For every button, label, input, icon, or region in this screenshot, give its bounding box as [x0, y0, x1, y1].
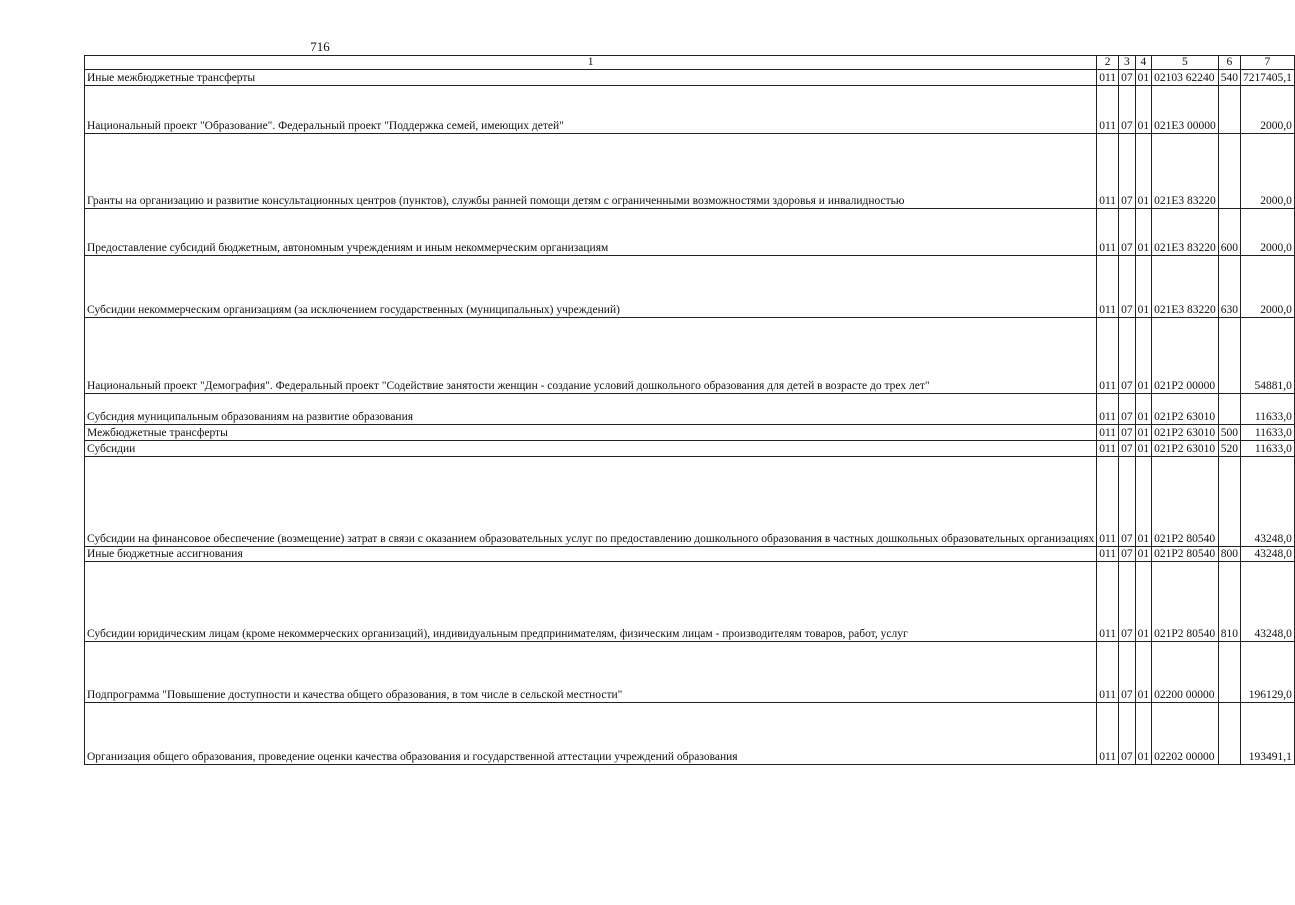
row-ved-code: 011: [1097, 425, 1119, 441]
row-subsection-code: 01: [1135, 318, 1152, 394]
row-name: Межбюджетные трансферты: [85, 425, 1097, 441]
table-row: [85, 703, 1295, 765]
row-subsection-code: 01: [1135, 441, 1152, 457]
row-name: Организация общего образования, проведение оценки качества образования и государственной аттестации учреждений образования: [85, 703, 1097, 765]
row-ved-code: 011: [1097, 547, 1119, 562]
row-subsection-code: 01: [1135, 425, 1152, 441]
row-name: Субсидии некоммерческим организациям (за исключением государственных (муниципальных) учреждений): [85, 256, 1097, 318]
table-row: [85, 642, 1295, 703]
row-expense-type: 800: [1218, 547, 1240, 562]
row-expense-type: 540: [1218, 70, 1240, 86]
row-target-article: 02202 00000: [1152, 703, 1219, 765]
row-expense-type: [1218, 86, 1240, 134]
row-ved-code: 011: [1097, 70, 1119, 86]
row-amount: 43248,0: [1240, 547, 1294, 562]
row-section-code: 07: [1119, 425, 1136, 441]
row-amount: 2000,0: [1240, 209, 1294, 256]
row-expense-type: 500: [1218, 425, 1240, 441]
row-expense-type: [1218, 642, 1240, 703]
row-name: Субсидия муниципальным образованиям на развитие образования: [85, 394, 1097, 425]
row-section-code: 07: [1119, 256, 1136, 318]
header-col-6: 6: [1218, 56, 1240, 70]
row-section-code: 07: [1119, 394, 1136, 425]
row-section-code: 07: [1119, 547, 1136, 562]
row-expense-type: 810: [1218, 562, 1240, 642]
row-amount: 2000,0: [1240, 86, 1294, 134]
row-section-code: 07: [1119, 457, 1136, 547]
row-subsection-code: 01: [1135, 562, 1152, 642]
row-ved-code: 011: [1097, 209, 1119, 256]
row-expense-type: 600: [1218, 209, 1240, 256]
row-target-article: 021P2 63010: [1152, 441, 1219, 457]
page-number: 716: [310, 39, 330, 54]
row-expense-type: [1218, 457, 1240, 547]
row-expense-type: 630: [1218, 256, 1240, 318]
row-name: Подпрограмма "Повышение доступности и качества общего образования, в том числе в сельской местности": [85, 642, 1097, 703]
row-amount: 54881,0: [1240, 318, 1294, 394]
row-section-code: 07: [1119, 642, 1136, 703]
row-ved-code: 011: [1097, 642, 1119, 703]
row-amount: 196129,0: [1240, 642, 1294, 703]
table-row: [85, 457, 1295, 547]
budget-table: [84, 55, 1295, 765]
row-target-article: 021E3 83220: [1152, 134, 1219, 209]
row-target-article: 021E3 00000: [1152, 86, 1219, 134]
table-row: [85, 394, 1295, 425]
row-section-code: 07: [1119, 70, 1136, 86]
row-target-article: 02200 00000: [1152, 642, 1219, 703]
row-ved-code: 011: [1097, 703, 1119, 765]
row-section-code: 07: [1119, 86, 1136, 134]
row-ved-code: 011: [1097, 562, 1119, 642]
row-expense-type: [1218, 318, 1240, 394]
row-amount: 11633,0: [1240, 441, 1294, 457]
row-target-article: 021P2 00000: [1152, 318, 1219, 394]
row-name: Субсидии: [85, 441, 1097, 457]
row-subsection-code: 01: [1135, 642, 1152, 703]
row-name: Гранты на организацию и развитие консультационных центров (пунктов), службы ранней помощи детям с ограниченными возможностями здоровья и инвалидностью: [85, 134, 1097, 209]
row-section-code: 07: [1119, 562, 1136, 642]
row-name: Предоставление субсидий бюджетным, автономным учреждениям и иным некоммерческим организациям: [85, 209, 1097, 256]
row-subsection-code: 01: [1135, 134, 1152, 209]
header-col-4: 4: [1135, 56, 1152, 70]
table-row: [85, 441, 1295, 457]
row-amount: 2000,0: [1240, 256, 1294, 318]
row-subsection-code: 01: [1135, 703, 1152, 765]
row-ved-code: 011: [1097, 318, 1119, 394]
row-expense-type: [1218, 703, 1240, 765]
row-name: Национальный проект "Образование". Федеральный проект "Поддержка семей, имеющих детей": [85, 86, 1097, 134]
row-subsection-code: 01: [1135, 86, 1152, 134]
row-amount: 193491,1: [1240, 703, 1294, 765]
row-amount: 11633,0: [1240, 425, 1294, 441]
table-row: [85, 209, 1295, 256]
row-subsection-code: 01: [1135, 457, 1152, 547]
row-name: Национальный проект "Демография". Федеральный проект "Содействие занятости женщин - создание условий дошкольного образования для детей в возрасте до трех лет": [85, 318, 1097, 394]
row-target-article: 021P2 80540: [1152, 547, 1219, 562]
row-ved-code: 011: [1097, 441, 1119, 457]
row-amount: 2000,0: [1240, 134, 1294, 209]
row-target-article: 021P2 80540: [1152, 457, 1219, 547]
row-ved-code: 011: [1097, 86, 1119, 134]
row-target-article: 021E3 83220: [1152, 256, 1219, 318]
header-col-5: 5: [1152, 56, 1219, 70]
header-col-3: 3: [1119, 56, 1136, 70]
table-row: [85, 547, 1295, 562]
header-row: [85, 56, 1295, 70]
table-row: [85, 318, 1295, 394]
row-ved-code: 011: [1097, 134, 1119, 209]
header-col-2: 2: [1097, 56, 1119, 70]
row-amount: 7217405,1: [1240, 70, 1294, 86]
table-row: [85, 256, 1295, 318]
row-target-article: 02103 62240: [1152, 70, 1219, 86]
row-amount: 43248,0: [1240, 562, 1294, 642]
row-ved-code: 011: [1097, 394, 1119, 425]
table-row: [85, 425, 1295, 441]
row-section-code: 07: [1119, 134, 1136, 209]
row-expense-type: [1218, 134, 1240, 209]
row-ved-code: 011: [1097, 256, 1119, 318]
row-subsection-code: 01: [1135, 394, 1152, 425]
row-name: Иные бюджетные ассигнования: [85, 547, 1097, 562]
row-subsection-code: 01: [1135, 256, 1152, 318]
table-row: [85, 86, 1295, 134]
row-target-article: 021E3 83220: [1152, 209, 1219, 256]
row-target-article: 021P2 63010: [1152, 425, 1219, 441]
row-section-code: 07: [1119, 209, 1136, 256]
row-target-article: 021P2 63010: [1152, 394, 1219, 425]
row-name: Субсидии на финансовое обеспечение (возмещение) затрат в связи с оказанием образовательных услуг по предоставлению дошкольного образования в частных дошкольных образовательных организациях: [85, 457, 1097, 547]
row-section-code: 07: [1119, 703, 1136, 765]
row-amount: 11633,0: [1240, 394, 1294, 425]
row-name: Субсидии юридическим лицам (кроме некоммерческих организаций), индивидуальным предпринимателям, физическим лицам - производителям товаров, работ, услуг: [85, 562, 1097, 642]
table-row: [85, 134, 1295, 209]
header-col-7: 7: [1240, 56, 1294, 70]
row-section-code: 07: [1119, 441, 1136, 457]
row-subsection-code: 01: [1135, 547, 1152, 562]
row-ved-code: 011: [1097, 457, 1119, 547]
row-section-code: 07: [1119, 318, 1136, 394]
row-name: Иные межбюджетные трансферты: [85, 70, 1097, 86]
header-col-1: 1: [85, 56, 1097, 70]
row-expense-type: [1218, 394, 1240, 425]
table-row: [85, 562, 1295, 642]
row-expense-type: 520: [1218, 441, 1240, 457]
row-subsection-code: 01: [1135, 209, 1152, 256]
row-subsection-code: 01: [1135, 70, 1152, 86]
row-amount: 43248,0: [1240, 457, 1294, 547]
row-target-article: 021P2 80540: [1152, 562, 1219, 642]
table-row: [85, 70, 1295, 86]
